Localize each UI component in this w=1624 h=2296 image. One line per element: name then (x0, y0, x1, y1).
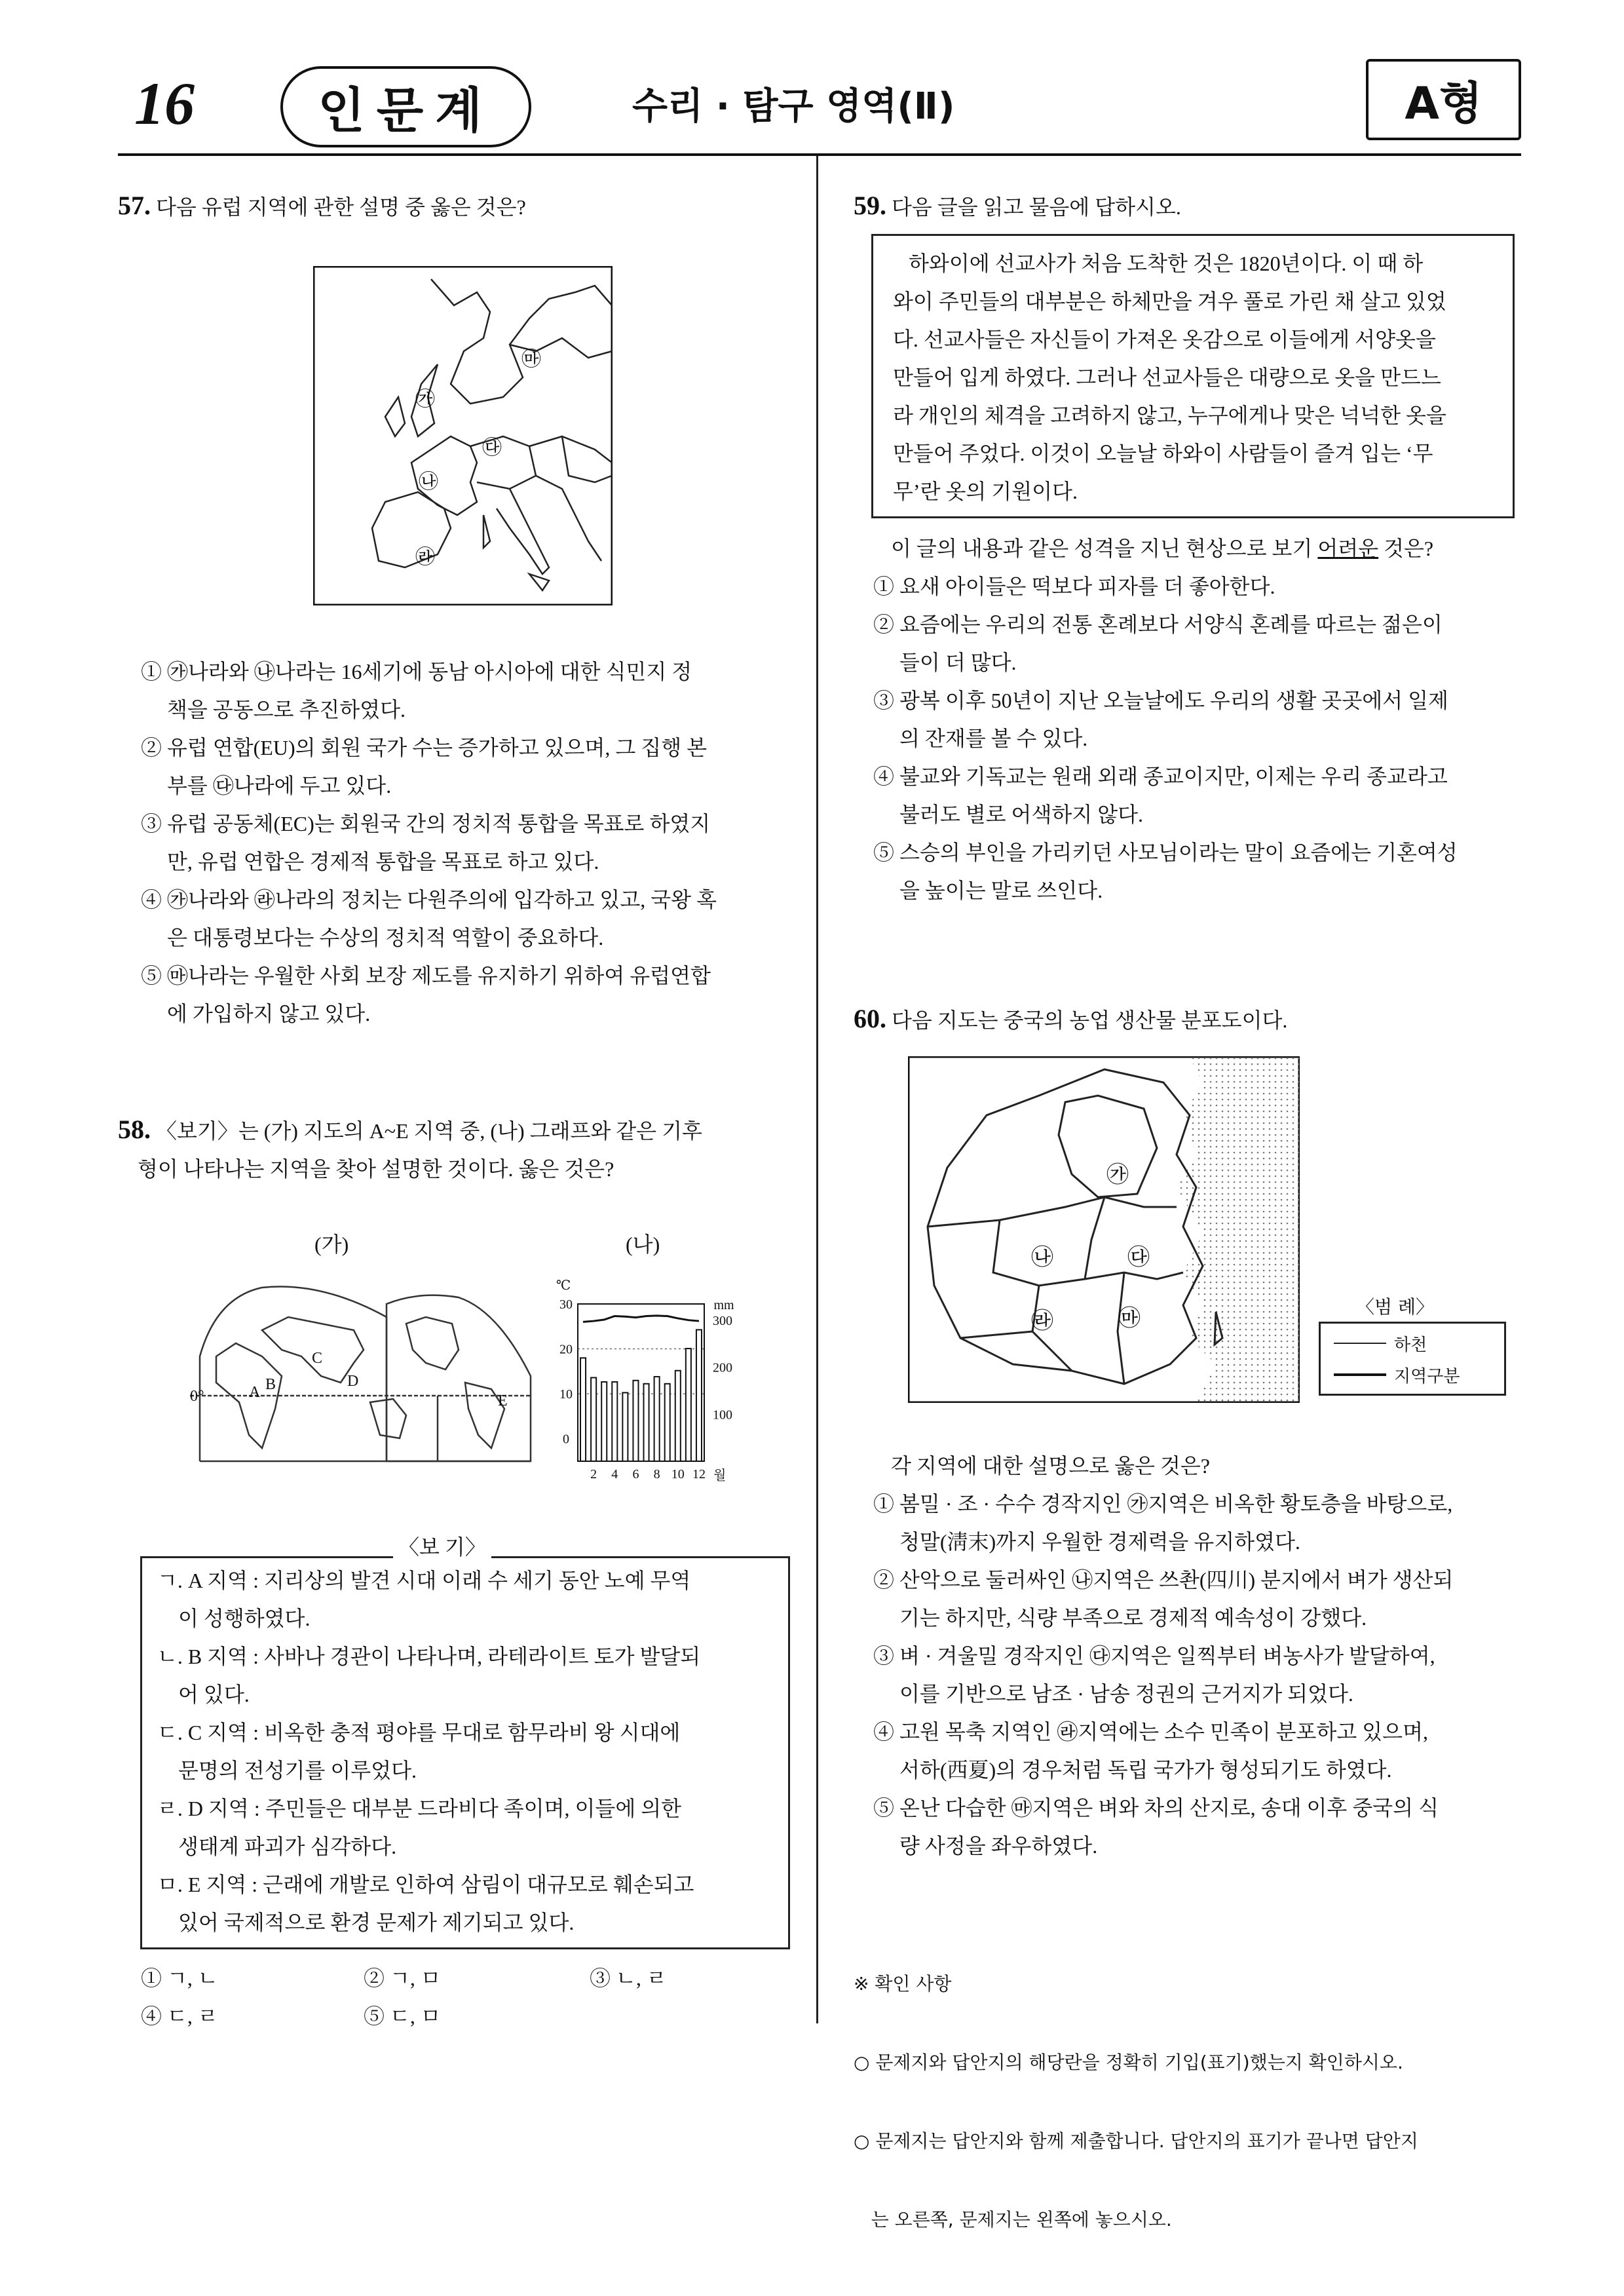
bogi-item (157, 1713, 700, 1789)
bogi-text: 문명의 전성기를 이루었다. (178, 1759, 417, 1782)
bogi-text: 있어 국제적으로 환경 문제가 제기되고 있다. (178, 1911, 575, 1934)
y-left-label: ℃ (556, 1278, 571, 1293)
y-left-tick: 0 (563, 1432, 569, 1447)
notice-title: ※ 확인 사항 (854, 1973, 952, 1995)
x-tick: 4 (611, 1467, 618, 1482)
y-right-tick: 200 (713, 1360, 732, 1375)
passage-line: 와이 주민들의 대부분은 하체만을 겨우 풀로 가린 채 살고 있었 (893, 290, 1446, 313)
passage-line: 무’란 옷의 기원이다. (893, 480, 1078, 503)
option-text: 서하(西夏)의 경우처럼 독립 국가가 형성되기도 하였다. (899, 1758, 1392, 1782)
legend-label: 하천 (1394, 1335, 1427, 1355)
bogi-item (157, 1561, 700, 1637)
q60-question: 각 지역에 대한 설명으로 옳은 것은? (891, 1454, 1210, 1478)
bogi-text: ㄹ. D 지역 : 주민들은 대부분 드라비다 족이며, 이들에 의한 (157, 1797, 682, 1820)
map-label-ma: ㉲ (521, 349, 541, 370)
answer-4[interactable]: ④ ㄷ, ㄹ (141, 2004, 218, 2028)
precipitation-bar (580, 1358, 586, 1461)
option-text: 량 사정을 좌우하였다. (899, 1834, 1098, 1858)
question-text: 것은? (1378, 537, 1434, 560)
precipitation-bar (696, 1330, 702, 1461)
passage-line: 다. 선교사들은 자신들이 가져온 옷감으로 이들에게 서양옷을 (893, 328, 1436, 351)
equator-label: 0° (190, 1388, 204, 1405)
option-5[interactable] (141, 957, 796, 1033)
answer-3[interactable]: ③ ㄴ, ㄹ (590, 1966, 667, 1990)
europe-map (313, 266, 613, 605)
question-59 (854, 187, 1181, 226)
option-text: ⑤ 스승의 부인을 가리키던 사모님이라는 말이 요즘에는 기혼여성 (873, 841, 1458, 864)
boundary-line-icon (1334, 1373, 1386, 1376)
passage-line: 만들어 주었다. 이것이 오늘날 하와이 사람들이 즐겨 입는 ‘무 (893, 442, 1433, 465)
option-text: ① 요새 아이들은 떡보다 피자를 더 좋아한다. (873, 575, 1275, 598)
option-2[interactable] (873, 605, 1458, 681)
map-label-da: ㉰ (482, 437, 502, 459)
y-left-tick: 30 (559, 1297, 573, 1312)
notice-item: ○ 문제지는 답안지와 함께 제출합니다. 답안지의 표기가 끝나면 답안지 (854, 2130, 1418, 2152)
option-text: ② 산악으로 둘러싸인 ㉯지역은 쓰촨(四川) 분지에서 벼가 생산되 (873, 1568, 1454, 1592)
option-5[interactable] (873, 833, 1458, 909)
answer-5[interactable]: ⑤ ㄷ, ㅁ (364, 2004, 441, 2028)
precipitation-bar (665, 1384, 670, 1461)
x-tick: 10 (671, 1467, 685, 1482)
option-text: ② 유럽 연합(EU)의 회원 국가 수는 증가하고 있으며, 그 집행 본 (141, 736, 708, 759)
precipitation-bar (601, 1382, 607, 1461)
china-map (908, 1056, 1300, 1403)
option-2[interactable] (873, 1561, 1453, 1637)
answer-1[interactable]: ① ㄱ, ㄴ (141, 1966, 218, 1990)
precipitation-bar (644, 1384, 649, 1461)
map-label-ra: ㉱ (415, 546, 435, 568)
precipitation-bar (686, 1349, 691, 1461)
q59-question (891, 529, 1433, 567)
option-text: ④ 고원 목축 지역인 ㉱지역에는 소수 민족이 분포하고 있으며, (873, 1720, 1428, 1744)
question-prompt: 〈보기〉는 (가) 지도의 A~E 지역 중, (나) 그래프와 같은 기후 (156, 1119, 702, 1143)
question-60 (854, 1000, 1287, 1039)
y-right-tick: 100 (713, 1407, 732, 1423)
y-left-tick: 10 (559, 1387, 573, 1402)
option-text: ② 요즘에는 우리의 전통 혼례보다 서양식 혼례를 따르는 젊은이 (873, 613, 1443, 636)
bogi-item (157, 1866, 700, 1942)
map-point-b: B (265, 1376, 276, 1393)
q60-options (873, 1485, 1453, 1865)
option-text: ③ 광복 이후 50년이 지난 오늘날에도 우리의 생활 곳곳에서 일제 (873, 689, 1448, 712)
option-text: ④ 불교와 기독교는 원래 외래 종교이지만, 이제는 우리 종교라고 (873, 765, 1448, 788)
option-text: 불러도 별로 어색하지 않다. (899, 803, 1144, 826)
map-point-c: C (312, 1350, 323, 1367)
legend-item-river (1334, 1328, 1504, 1359)
bogi-item (157, 1789, 700, 1866)
legend-item-region (1334, 1359, 1504, 1390)
y-left-tick: 20 (559, 1342, 573, 1357)
question-text: 이 글의 내용과 같은 성격을 지닌 현상으로 보기 (891, 537, 1318, 560)
question-emphasis: 어려운 (1317, 537, 1379, 560)
option-5[interactable] (873, 1789, 1453, 1865)
option-text: ⑤ ㉲나라는 우월한 사회 보장 제도를 유지하기 위하여 유럽연합 (141, 964, 711, 987)
notice-item: ○ 문제지와 답안지의 해당란을 정확히 기입(표기)했는지 확인하시오. (854, 2052, 1403, 2073)
question-58 (118, 1111, 702, 1188)
option-3[interactable] (141, 805, 796, 881)
option-1[interactable] (873, 1485, 1453, 1561)
y-right-label: mm (713, 1298, 734, 1312)
option-4[interactable] (873, 1713, 1453, 1789)
option-text: 책을 공동으로 추진하였다. (167, 698, 406, 721)
precipitation-bar (654, 1377, 660, 1461)
question-prompt: 다음 글을 읽고 물음에 답하시오. (892, 195, 1181, 219)
notice-item: 는 오른쪽, 문제지는 왼쪽에 놓으시오. (854, 2209, 1172, 2230)
map-label-ma: ㉲ (1118, 1307, 1141, 1331)
option-text: ⑤ 온난 다습한 ㉲지역은 벼와 차의 산지로, 송대 이후 중국의 식 (873, 1796, 1439, 1820)
option-text: ③ 유럽 공동체(EC)는 회원국 간의 정치적 통합을 목표로 하였지 (141, 812, 711, 835)
q59-options (873, 567, 1458, 909)
y-right-tick: 300 (713, 1314, 732, 1329)
question-prompt: 다음 지도는 중국의 농업 생산물 분포도이다. (892, 1008, 1288, 1032)
x-axis-label: 월 (713, 1468, 727, 1483)
map-label-ga: ㉮ (415, 389, 435, 410)
precipitation-bar (612, 1382, 617, 1461)
option-text: 청말(淸末)까지 우월한 경제력을 유지하였다. (899, 1530, 1300, 1554)
fig-b-label: (나) (626, 1233, 660, 1256)
passage-line: 라 개인의 체격을 고려하지 않고, 누구에게나 맞은 넉넉한 옷을 (893, 404, 1446, 427)
map-label-ra: ㉱ (1031, 1309, 1053, 1333)
x-tick: 12 (692, 1467, 706, 1482)
option-text: ① 봄밀 · 조 · 수수 경작지인 ㉮지역은 비옥한 황토층을 바탕으로, (873, 1492, 1453, 1516)
legend-box (1319, 1322, 1506, 1396)
bogi-list (157, 1561, 700, 1942)
q57-options (141, 653, 796, 1033)
header-rule (118, 153, 1521, 156)
option-text: 을 높이는 말로 쓰인다. (899, 879, 1103, 902)
option-text: 이를 기반으로 남조 · 남송 정권의 근거지가 되었다. (899, 1682, 1353, 1706)
map-point-a: A (249, 1384, 261, 1401)
option-text: 에 가입하지 않고 있다. (167, 1002, 371, 1025)
x-tick: 6 (632, 1467, 639, 1482)
bogi-title: 〈보 기〉 (393, 1528, 491, 1566)
answer-2[interactable]: ② ㄱ, ㅁ (364, 1966, 441, 1990)
option-text: 부를 ㉰나라에 두고 있다. (167, 774, 392, 797)
option-text: 의 잔재를 볼 수 있다. (899, 727, 1088, 750)
bogi-text: ㄷ. C 지역 : 비옥한 충적 평야를 무대로 함무라비 왕 시대에 (157, 1721, 681, 1744)
column-divider (816, 156, 818, 2023)
question-57 (118, 187, 526, 226)
map-label-ga: ㉮ (1106, 1163, 1129, 1187)
bogi-text: 어 있다. (178, 1683, 250, 1706)
question-number: 59. (854, 191, 886, 220)
option-3[interactable] (873, 681, 1458, 757)
option-1[interactable] (141, 653, 796, 729)
bogi-item (157, 1637, 700, 1713)
form-type-badge: A형 (1366, 59, 1521, 140)
bogi-text: 생태계 파괴가 심각하다. (178, 1835, 397, 1858)
precipitation-bar (633, 1381, 638, 1461)
map-point-d: D (347, 1373, 359, 1390)
option-text: 은 대통령보다는 수상의 정치적 역할이 중요하다. (167, 926, 604, 949)
question-number: 57. (118, 191, 151, 220)
section-title: 수리 · 탐구 영역(Ⅱ) (632, 85, 955, 128)
passage-line: 만들어 입게 하였다. 그러나 선교사들은 대량으로 옷을 만드느 (893, 366, 1441, 389)
question-number: 60. (854, 1004, 886, 1033)
page-number: 16 (134, 70, 195, 137)
world-map (190, 1278, 544, 1481)
bogi-text: 이 성행하였다. (178, 1607, 311, 1630)
fig-a-label: (가) (314, 1233, 349, 1256)
legend-label: 지역구분 (1394, 1366, 1460, 1387)
option-4[interactable] (141, 881, 796, 957)
river-line-icon (1334, 1343, 1386, 1344)
x-tick: 2 (590, 1467, 597, 1482)
question-prompt: 형이 나타나는 지역을 찾아 설명한 것이다. 옳은 것은? (138, 1157, 614, 1181)
bogi-text: ㅁ. E 지역 : 근래에 개발로 인하여 삼림이 대규모로 훼손되고 (157, 1873, 694, 1896)
track-badge: 인문계 (280, 66, 531, 147)
precipitation-bar (675, 1371, 681, 1461)
x-tick: 8 (653, 1467, 660, 1482)
option-text: 만, 유럽 연합은 경제적 통합을 목표로 하고 있다. (167, 850, 599, 873)
map-label-na: ㉯ (1031, 1246, 1053, 1270)
question-prompt: 다음 유럽 지역에 관한 설명 중 옳은 것은? (156, 195, 526, 219)
option-text: ③ 벼 · 겨울밀 경작지인 ㉰지역은 일찍부터 벼농사가 발달하여, (873, 1644, 1435, 1668)
option-4[interactable] (873, 757, 1458, 833)
option-text: 기는 하지만, 식량 부족으로 경제적 예속성이 강했다. (899, 1606, 1367, 1630)
option-text: 들이 더 많다. (899, 651, 1017, 674)
option-text: ④ ㉮나라와 ㉱나라의 정치는 다원주의에 입각하고 있고, 국왕 혹 (141, 888, 717, 911)
passage-box (871, 234, 1515, 518)
climate-chart (544, 1265, 766, 1491)
map-point-e: E (498, 1392, 508, 1409)
map-label-na: ㉯ (419, 471, 438, 493)
passage-line: 하와이에 선교사가 처음 도착한 것은 1820년이다. 이 때 하 (893, 252, 1424, 275)
option-1[interactable] (873, 567, 1458, 605)
legend-title: 〈범 례〉 (1356, 1296, 1434, 1318)
map-label-da: ㉰ (1127, 1246, 1150, 1270)
option-2[interactable] (141, 729, 796, 805)
option-text: ① ㉮나라와 ㉯나라는 16세기에 동남 아시아에 대한 식민지 정 (141, 660, 692, 683)
precipitation-bar (591, 1377, 596, 1461)
bogi-text: ㄱ. A 지역 : 지리상의 발견 시대 이래 수 세기 동안 노예 무역 (157, 1569, 691, 1592)
question-number: 58. (118, 1115, 151, 1144)
bogi-text: ㄴ. B 지역 : 사바나 경관이 나타나며, 라테라이트 토가 발달되 (157, 1645, 701, 1668)
option-3[interactable] (873, 1637, 1453, 1713)
notice (854, 1919, 1418, 2259)
precipitation-bar (622, 1392, 628, 1461)
